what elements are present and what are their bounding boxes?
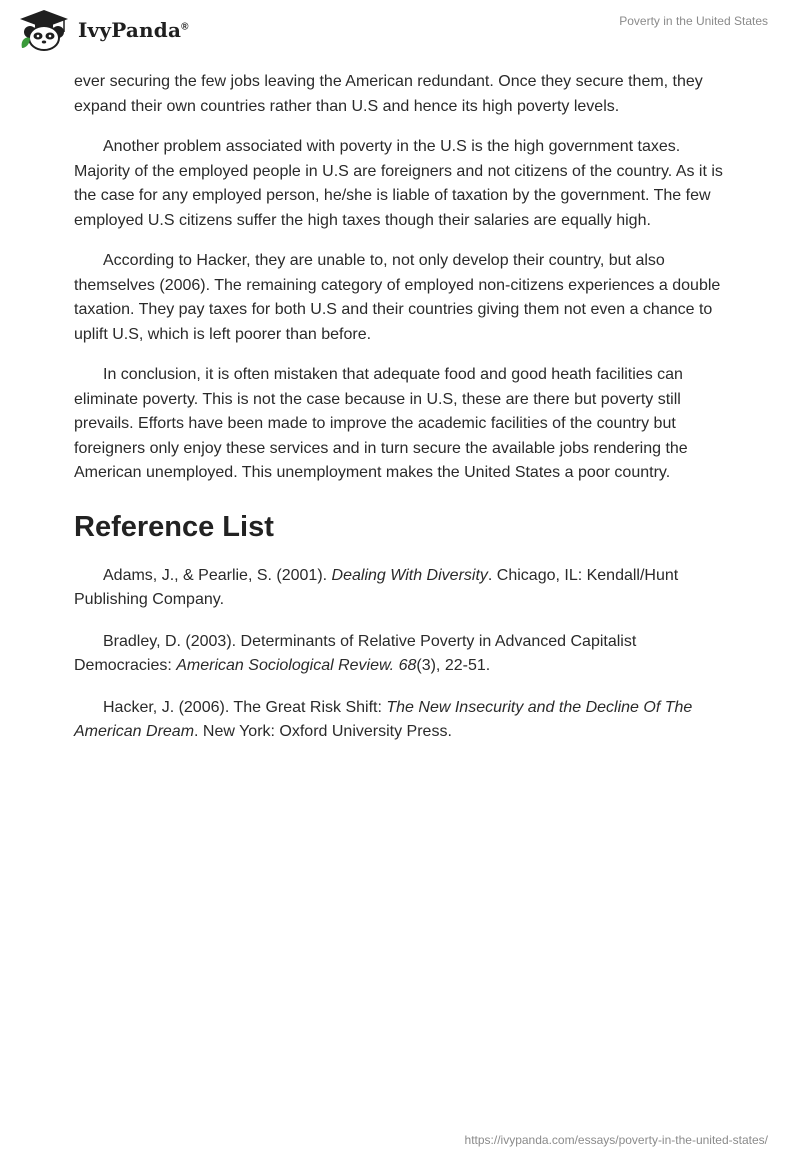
paragraph: According to Hacker, they are unable to, not only develop their country, but also themselves (2006). The remaining category of employed non-citizens experiences a double taxation. They pay taxes for both U.S and their countries giving them not even a chance to uplift U.S, which is left poorer than before. bbox=[74, 252, 721, 343]
reference-item: Bradley, D. (2003). Determinants of Relative Poverty in Advanced Capitalist Democracies: American Sociological Review. 68(3), 22-51. bbox=[74, 632, 637, 674]
reference-list-heading: Reference List bbox=[74, 510, 274, 543]
paragraph-continued: ever securing the few jobs leaving the American redundant. Once they secure them, they expand their own countries rather than U.S and hence its high poverty levels. bbox=[74, 73, 703, 115]
running-title: Poverty in the United States bbox=[619, 14, 768, 28]
source-url[interactable]: https://ivypanda.com/essays/poverty-in-the-united-states/ bbox=[464, 1133, 768, 1147]
page-header bbox=[0, 0, 800, 70]
reference-item: Hacker, J. (2006). The Great Risk Shift: The New Insecurity and the Decline Of The American Dream. New York: Oxford University Press. bbox=[74, 698, 693, 740]
registered-mark: ® bbox=[181, 21, 189, 33]
paragraph: In conclusion, it is often mistaken that adequate food and good heath facilities can eliminate poverty. This is not the case because in U.S, these are there but poverty still prevails. Efforts have been made to improve the academic facilities of the country but foreigners only enjoy these services and in turn secure the available jobs rendering the American unemployed. This unemployment makes the United States a poor country. bbox=[74, 366, 688, 481]
paragraph: Another problem associated with poverty in the U.S is the high government taxes. Majority of the employed people in U.S are foreigners and not citizens of the country. As it is the case for any employed person, he/she is liable of taxation by the government. The few employed U.S citizens suffer the high taxes though their salaries are equally high. bbox=[74, 138, 723, 229]
essay-body bbox=[74, 70, 726, 762]
brand-name: IvyPanda® bbox=[78, 18, 189, 42]
panda-logo-icon bbox=[16, 8, 72, 52]
ivypanda-logo[interactable] bbox=[16, 8, 189, 52]
reference-item: Adams, J., & Pearlie, S. (2001). Dealing With Diversity. Chicago, IL: Kendall/Hunt Publishing Company. bbox=[74, 566, 679, 608]
